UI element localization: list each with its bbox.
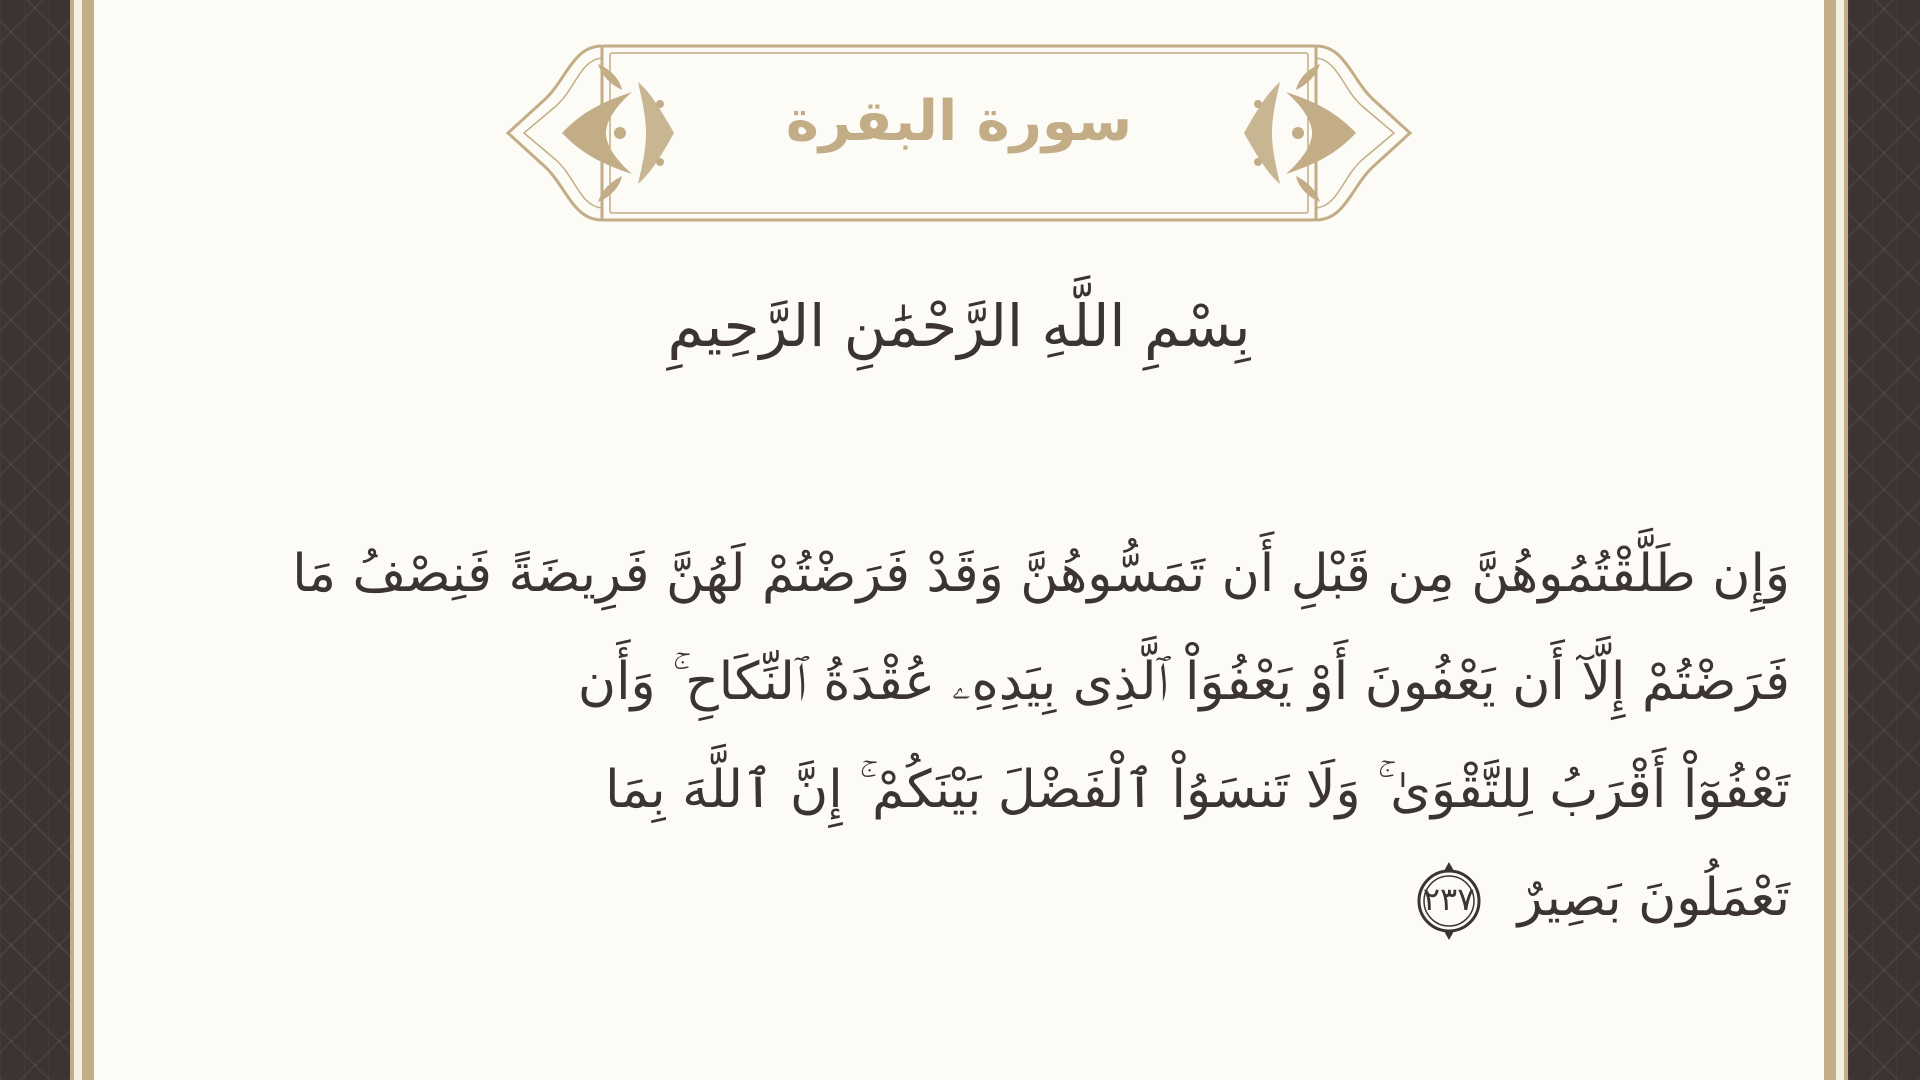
verse-line: تَعْفُوٓاْ أَقْرَبُ لِلتَّقْوَىٰ ۚ وَلَا تَنسَوُاْ ٱلْفَضْلَ بَيْنَكُمْ ۚ إِنَّ ٱللَّهَ بِمَا <box>605 760 1790 820</box>
right-ornamental-border <box>1848 0 1920 1080</box>
left-ornamental-border <box>0 0 70 1080</box>
verse-line-text: تَعْمَلُونَ بَصِيرٌ <box>1517 868 1790 928</box>
surah-title: سورة البقرة <box>785 89 1133 154</box>
left-gold-rule-inner <box>82 0 94 1080</box>
right-gold-rule-inner <box>1824 0 1836 1080</box>
surah-title-frame <box>502 42 1416 224</box>
ayah-number: ٢٣٧ <box>1422 880 1475 918</box>
right-border-gap <box>1836 0 1844 1080</box>
page-content <box>94 0 1824 1080</box>
verse-text <box>94 520 1790 952</box>
verse-line: فَرَضْتُمْ إِلَّآ أَن يَعْفُونَ أَوْ يَعْفُوَاْ ٱلَّذِى بِيَدِهِۦ عُقْدَةُ ٱلنِّكَاحِ ۚ وَأَن <box>577 652 1790 712</box>
ayah-end-marker <box>1408 860 1490 942</box>
basmala: بِسْمِ اللَّهِ الرَّحْمَٰنِ الرَّحِيمِ <box>667 292 1251 360</box>
left-border-gap <box>74 0 82 1080</box>
verse-line <box>94 844 1790 952</box>
verse-line: وَإِن طَلَّقْتُمُوهُنَّ مِن قَبْلِ أَن تَمَسُّوهُنَّ وَقَدْ فَرَضْتُمْ لَهُنَّ فَرِيضَةً فَنِصْفُ مَا <box>292 544 1790 604</box>
